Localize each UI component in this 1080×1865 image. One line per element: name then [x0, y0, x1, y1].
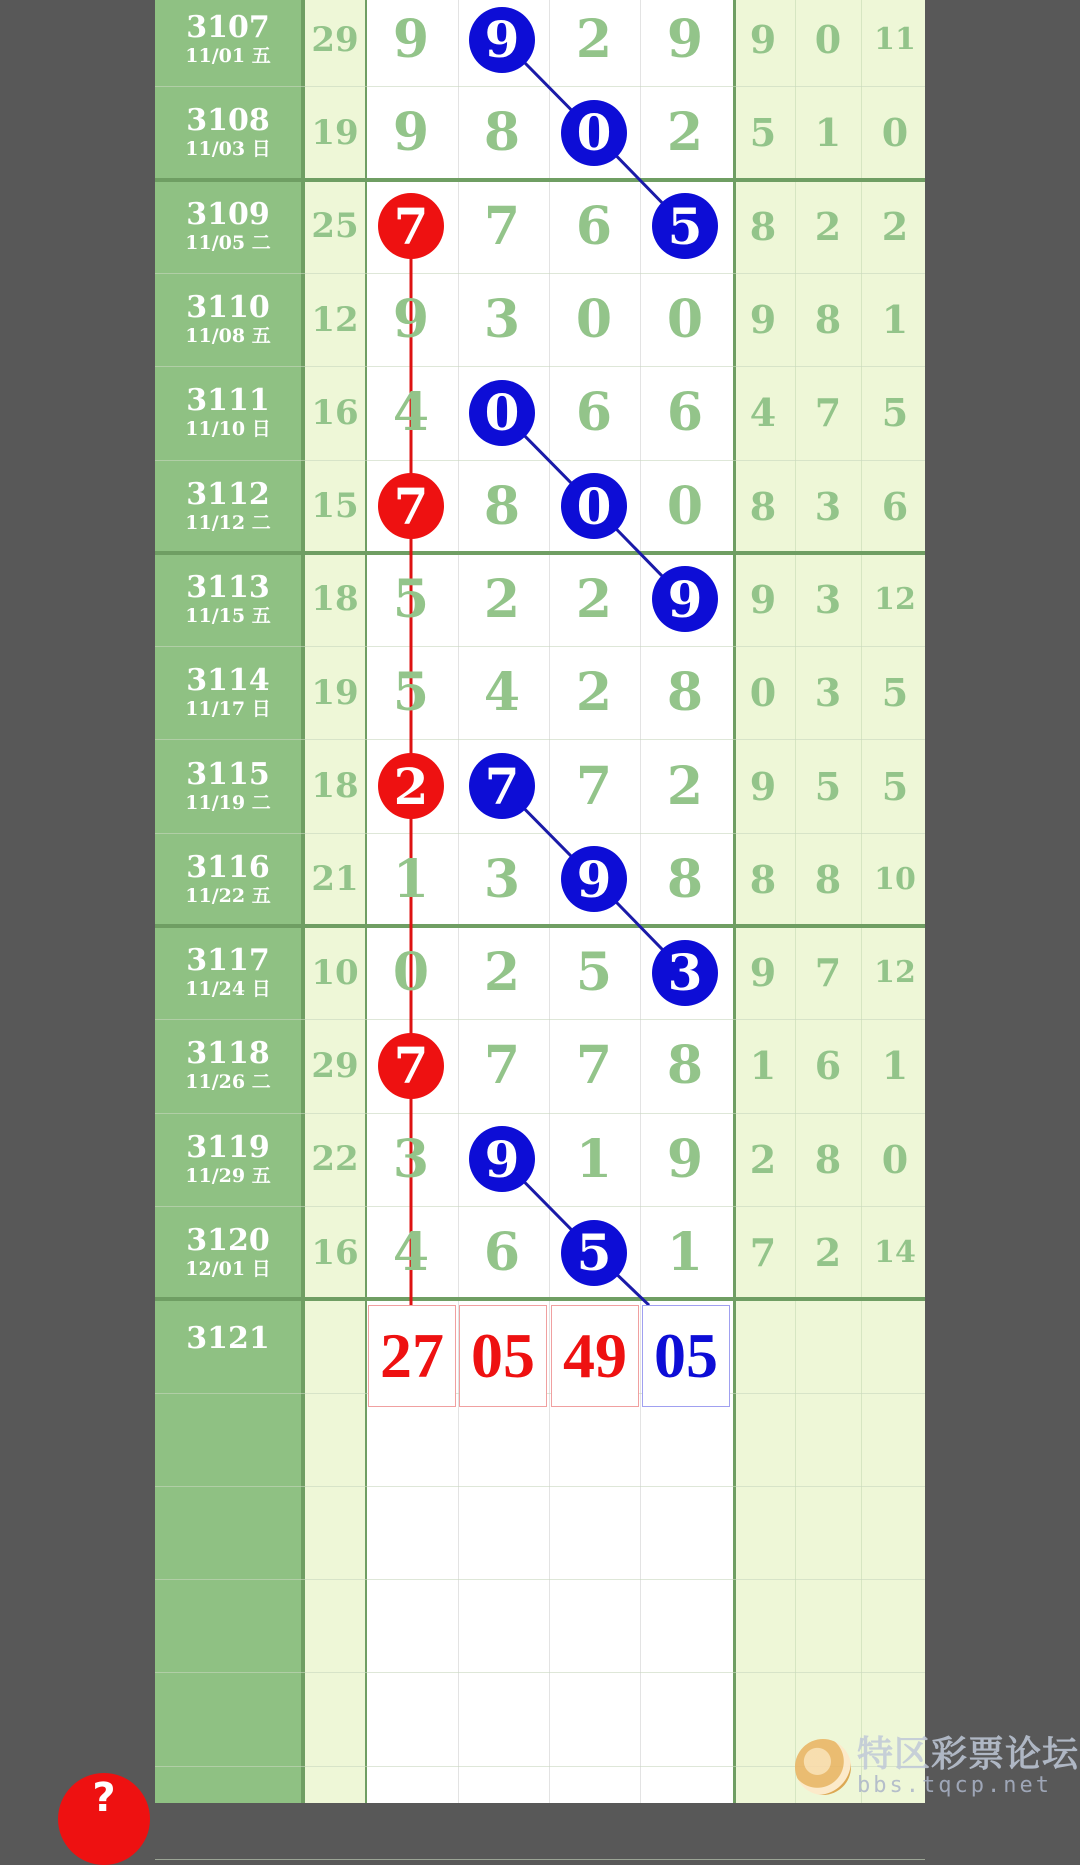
blue-ball-digit: 9: [469, 7, 535, 73]
side-value: 0: [881, 1136, 909, 1182]
side-value: 9: [749, 297, 777, 343]
digit-cell: 3: [392, 1128, 430, 1190]
watermark-text-cn: 特区彩票论坛: [857, 1734, 1080, 1776]
digit-cell: 2: [483, 942, 521, 1004]
digit-cell: 8: [666, 1035, 704, 1097]
blue-ball-digit: 0: [469, 380, 535, 446]
side-value: 5: [881, 390, 909, 436]
digit-cell: 8: [483, 102, 521, 164]
side-value: 3: [814, 576, 842, 622]
side-value: 8: [814, 1136, 842, 1182]
side-value: 11: [874, 22, 916, 58]
digit-cell: 2: [666, 102, 704, 164]
issue-cell: [155, 1206, 301, 1299]
blue-ball-digit: 5: [652, 193, 718, 259]
side-value: 0: [881, 110, 909, 156]
issue-number: 3118: [186, 1036, 270, 1072]
digit-cell: 7: [575, 755, 613, 817]
issue-date: 11/24 日: [185, 978, 271, 1001]
side-value: 8: [749, 483, 777, 529]
issue-date: 11/26 二: [185, 1071, 271, 1094]
floating-button-label: ?: [92, 1775, 116, 1821]
sum-value: 29: [311, 1045, 359, 1086]
issue-date: 11/05 二: [185, 231, 271, 254]
side-value: 1: [881, 297, 909, 343]
side-value: 3: [814, 483, 842, 529]
side-value: 2: [749, 1136, 777, 1182]
issue-cell: [155, 1019, 301, 1112]
digit-cell: 3: [483, 289, 521, 351]
digit-cell: 0: [666, 289, 704, 351]
red-ball-digit: 7: [378, 473, 444, 539]
issue-number: 3119: [186, 1129, 270, 1165]
forum-watermark: [795, 1730, 1080, 1803]
digit-cell: 6: [483, 1222, 521, 1284]
digit-cell: 0: [666, 475, 704, 537]
side-value: 14: [874, 1235, 916, 1271]
issue-date: 11/17 日: [185, 698, 271, 721]
side-value: 5: [814, 763, 842, 809]
issue-date: 11/03 日: [185, 138, 271, 161]
issue-date: 11/19 二: [185, 791, 271, 814]
issue-cell: [155, 366, 301, 459]
blue-ball-digit: 9: [561, 846, 627, 912]
side-value: 2: [814, 1230, 842, 1276]
side-value: 0: [814, 17, 842, 63]
digit-cell: 3: [483, 848, 521, 910]
issue-number: 3109: [186, 196, 270, 232]
sum-value: 12: [311, 299, 359, 340]
issue-cell: [155, 553, 301, 646]
side-value: 9: [749, 17, 777, 63]
digit-cell: 0: [575, 289, 613, 351]
side-value: 1: [881, 1043, 909, 1089]
red-ball-digit: 2: [378, 753, 444, 819]
digit-cell: 6: [575, 382, 613, 444]
digit-cell: 9: [392, 289, 430, 351]
side-value: 5: [749, 110, 777, 156]
digit-cell: 2: [666, 755, 704, 817]
issue-number: 3113: [186, 569, 270, 605]
digit-cell: 8: [666, 848, 704, 910]
digit-cell: 9: [392, 9, 430, 71]
issue-cell: [155, 460, 301, 553]
side-value: 8: [749, 856, 777, 902]
issue-cell: [155, 739, 301, 832]
blue-ball-digit: 5: [561, 1220, 627, 1286]
side-value: 6: [814, 1043, 842, 1089]
issue-number: 3107: [186, 10, 270, 46]
digit-cell: 5: [392, 568, 430, 630]
issue-date: 11/12 二: [185, 511, 271, 534]
sum-value: 16: [311, 392, 359, 433]
blue-ball-digit: 0: [561, 473, 627, 539]
sum-value: 10: [311, 952, 359, 993]
sum-value: 29: [311, 19, 359, 60]
digit-cell: 8: [483, 475, 521, 537]
digit-cell: 2: [575, 662, 613, 724]
digit-cell: 9: [666, 9, 704, 71]
digit-cell: 6: [666, 382, 704, 444]
side-value: 1: [814, 110, 842, 156]
sum-value: 15: [311, 486, 359, 527]
floating-help-button[interactable]: [58, 1773, 150, 1865]
issue-number: 3111: [186, 383, 270, 419]
digit-cell: 0: [392, 942, 430, 1004]
issue-number: 3114: [186, 663, 270, 699]
digit-cell: 9: [666, 1128, 704, 1190]
blue-ball-digit: 0: [561, 100, 627, 166]
issue-date: 11/22 五: [185, 884, 271, 907]
digit-cell: 2: [575, 568, 613, 630]
digit-cell: 2: [575, 9, 613, 71]
side-value: 1: [749, 1043, 777, 1089]
side-value: 0: [749, 670, 777, 716]
sum-value: 19: [311, 672, 359, 713]
issue-date: 11/08 五: [185, 325, 271, 348]
issue-number: 3120: [186, 1223, 270, 1259]
red-ball-digit: 7: [378, 1033, 444, 1099]
side-value: 12: [874, 581, 916, 617]
digit-cell: 7: [483, 1035, 521, 1097]
blue-ball-digit: 3: [652, 940, 718, 1006]
issue-cell: [155, 1113, 301, 1206]
lottery-trend-chart: [155, 0, 925, 1803]
digit-cell: 5: [392, 662, 430, 724]
digit-cell: 6: [575, 195, 613, 257]
result-number: 05: [642, 1305, 730, 1407]
watermark-text-en: bbs.tqcp.net: [857, 1772, 1052, 1798]
side-value: 9: [749, 950, 777, 996]
sum-value: 18: [311, 579, 359, 620]
side-value: 5: [881, 670, 909, 716]
issue-cell: [155, 926, 301, 1019]
blue-ball-digit: 9: [652, 566, 718, 632]
result-number: 49: [551, 1305, 639, 1407]
sum-value: 19: [311, 112, 359, 153]
issue-date: 11/15 五: [185, 604, 271, 627]
result-number: 27: [368, 1305, 456, 1407]
sum-value: 18: [311, 766, 359, 807]
issue-number: 3108: [186, 103, 270, 139]
blue-ball-digit: 7: [469, 753, 535, 819]
side-value: 8: [814, 297, 842, 343]
issue-date: 12/01 日: [185, 1258, 271, 1281]
side-value: 10: [874, 861, 916, 897]
sum-value: 16: [311, 1232, 359, 1273]
digit-cell: 7: [483, 195, 521, 257]
digit-cell: 4: [392, 1222, 430, 1284]
sum-value: 21: [311, 859, 359, 900]
side-value: 7: [749, 1230, 777, 1276]
side-value: 9: [749, 763, 777, 809]
issue-cell: [155, 273, 301, 366]
issue-number: 3115: [186, 756, 270, 792]
digit-cell: 2: [483, 568, 521, 630]
side-value: 7: [814, 390, 842, 436]
result-number: 05: [459, 1305, 547, 1407]
issue-cell: [155, 646, 301, 739]
issue-number: 3112: [186, 476, 270, 512]
digit-cell: 4: [483, 662, 521, 724]
digit-cell: 1: [575, 1128, 613, 1190]
side-value: 8: [749, 203, 777, 249]
blue-ball-digit: 9: [469, 1126, 535, 1192]
side-value: 3: [814, 670, 842, 716]
issue-cell: [155, 833, 301, 926]
red-ball-digit: 7: [378, 193, 444, 259]
side-value: 7: [814, 950, 842, 996]
side-value: 6: [881, 483, 909, 529]
side-value: 8: [814, 856, 842, 902]
issue-number: 3121: [186, 1321, 270, 1357]
row-divider: [155, 1859, 925, 1860]
digit-cell: 7: [575, 1035, 613, 1097]
side-value: 4: [749, 390, 777, 436]
issue-cell: [155, 86, 301, 179]
issue-cell: [155, 180, 301, 273]
issue-cell: [155, 1299, 301, 1379]
side-value: 12: [874, 955, 916, 991]
digit-cell: 8: [666, 662, 704, 724]
sum-value: 22: [311, 1139, 359, 1180]
swirl-logo-icon: [795, 1739, 851, 1795]
issue-number: 3116: [186, 849, 270, 885]
digit-cell: 5: [575, 942, 613, 1004]
issue-date: 11/01 五: [185, 45, 271, 68]
issue-date: 11/29 五: [185, 1164, 271, 1187]
digit-cell: 4: [392, 382, 430, 444]
digit-cell: 9: [392, 102, 430, 164]
issue-cell: [155, 0, 301, 86]
issue-number: 3117: [186, 943, 270, 979]
side-value: 2: [814, 203, 842, 249]
side-value: 5: [881, 763, 909, 809]
digit-cell: 1: [392, 848, 430, 910]
side-value: 2: [881, 203, 909, 249]
digit-cell: 1: [666, 1222, 704, 1284]
sum-value: 25: [311, 206, 359, 247]
issue-date: 11/10 日: [185, 418, 271, 441]
issue-number: 3110: [186, 290, 270, 326]
side-value: 9: [749, 576, 777, 622]
